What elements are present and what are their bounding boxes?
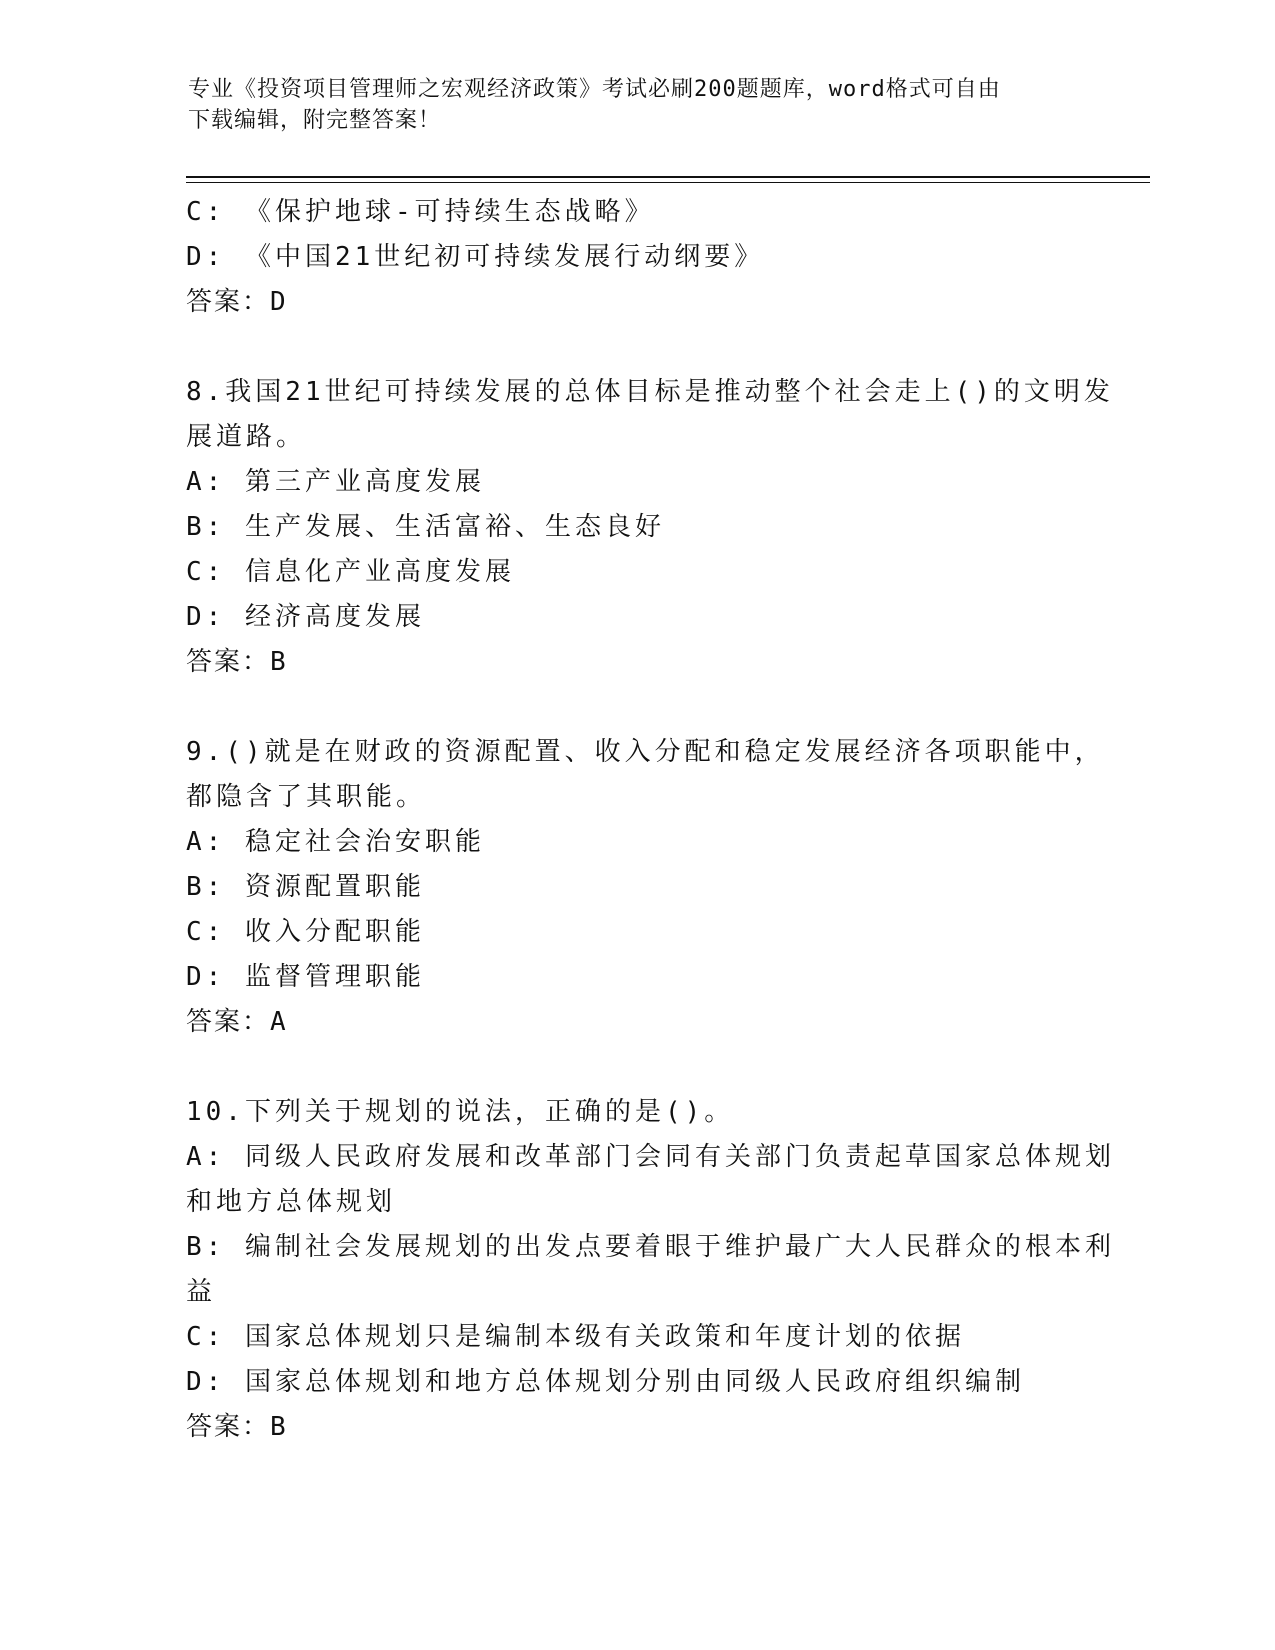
option-letter: B: xyxy=(186,512,226,542)
option-c xyxy=(186,1315,1086,1360)
option-text: 信息化产业高度发展 xyxy=(244,557,515,587)
option-b xyxy=(186,1225,1115,1270)
option-text: 《保护地球-可持续生态战略》 xyxy=(244,197,655,227)
option-letter: B: xyxy=(186,872,226,902)
option-d xyxy=(186,1360,1086,1405)
option-letter: C: xyxy=(186,197,226,227)
option-letter: D: xyxy=(186,602,226,632)
header-divider-thick xyxy=(186,176,1150,178)
document-header xyxy=(188,74,1088,136)
option-text: 经济高度发展 xyxy=(244,602,425,632)
answer-line: 答案：D xyxy=(186,287,288,317)
option-text: 第三产业高度发展 xyxy=(244,467,485,497)
option-letter: B: xyxy=(186,1232,226,1262)
option-a xyxy=(186,820,1086,865)
option-text: 同级人民政府发展和改革部门会同有关部门负责起草国家总体规划 xyxy=(244,1142,1115,1172)
option-text: 《中国21世纪初可持续发展行动纲要》 xyxy=(244,242,765,272)
question-block-9 xyxy=(186,730,1105,1045)
option-letter: D: xyxy=(186,1367,226,1397)
option-b xyxy=(186,505,1086,550)
option-letter: A: xyxy=(186,827,226,857)
question-stem-line: 展道路。 xyxy=(186,422,307,452)
option-a xyxy=(186,460,1086,505)
option-a xyxy=(186,1135,1115,1180)
answer-line: 答案：A xyxy=(186,1007,288,1037)
option-d xyxy=(186,235,1086,280)
option-text: 资源配置职能 xyxy=(244,872,425,902)
question-stem-line: 都隐含了其职能。 xyxy=(186,782,427,812)
option-letter: C: xyxy=(186,1322,226,1352)
question-stem-line: 10.下列关于规划的说法，正确的是()。 xyxy=(186,1097,735,1127)
question-block-8 xyxy=(186,370,1114,685)
header-divider-thin xyxy=(186,182,1150,183)
option-c xyxy=(186,190,1086,235)
option-letter: C: xyxy=(186,917,226,947)
answer-line: 答案：B xyxy=(186,1412,288,1442)
option-text: 编制社会发展规划的出发点要着眼于维护最广大人民群众的根本利 xyxy=(244,1232,1115,1262)
option-b-continuation: 益 xyxy=(186,1277,217,1307)
option-c xyxy=(186,550,1086,595)
header-line-1: 专业《投资项目管理师之宏观经济政策》考试必刷200题题库，word格式可自由 xyxy=(188,77,1001,102)
option-text: 国家总体规划和地方总体规划分别由同级人民政府组织编制 xyxy=(244,1367,1025,1397)
option-letter: D: xyxy=(186,962,226,992)
question-list xyxy=(186,190,1115,1450)
question-stem-line: 9.()就是在财政的资源配置、收入分配和稳定发展经济各项职能中， xyxy=(186,737,1105,767)
answer-line: 答案：B xyxy=(186,647,288,677)
question-stem-line: 8.我国21世纪可持续发展的总体目标是推动整个社会走上()的文明发 xyxy=(186,377,1114,407)
option-text: 生产发展、生活富裕、生态良好 xyxy=(244,512,665,542)
option-text: 收入分配职能 xyxy=(244,917,425,947)
header-line-2: 下载编辑，附完整答案！ xyxy=(188,108,442,133)
question-block-7 xyxy=(186,190,1086,325)
option-b xyxy=(186,865,1086,910)
option-letter: C: xyxy=(186,557,226,587)
question-block-10 xyxy=(186,1090,1115,1450)
option-letter: D: xyxy=(186,242,226,272)
option-text: 监督管理职能 xyxy=(244,962,425,992)
option-letter: A: xyxy=(186,1142,226,1172)
option-d xyxy=(186,955,1086,1000)
option-text: 稳定社会治安职能 xyxy=(244,827,485,857)
option-d xyxy=(186,595,1086,640)
option-text: 国家总体规划只是编制本级有关政策和年度计划的依据 xyxy=(244,1322,965,1352)
option-c xyxy=(186,910,1086,955)
option-a-continuation: 和地方总体规划 xyxy=(186,1187,397,1217)
option-letter: A: xyxy=(186,467,226,497)
